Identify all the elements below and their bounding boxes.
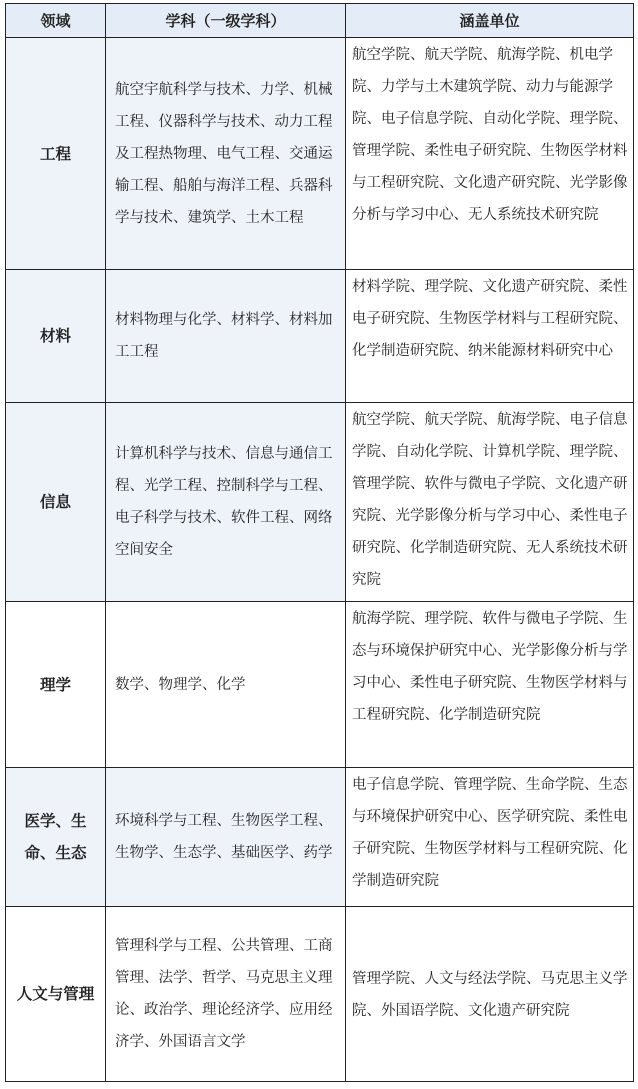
disciplines-cell: 环境科学与工程、生物医学工程、生物学、生态学、基础医学、药学 bbox=[106, 768, 346, 907]
field-cell: 工程 bbox=[6, 38, 106, 270]
disciplines-cell: 管理科学与工程、公共管理、工商管理、法学、哲学、马克思主义理论、政治学、理论经济学、应用经济学、外国语言文学 bbox=[106, 907, 346, 1082]
disciplines-cell: 航空宇航科学与技术、力学、机械工程、仪器科学与技术、动力工程及工程热物理、电气工程、交通运输工程、船舶与海洋工程、兵器科学与技术、建筑学、土木工程 bbox=[106, 38, 346, 270]
units-cell: 航空学院、航天学院、航海学院、机电学院、力学与土木建筑学院、动力与能源学院、电子信息学院、自动化学院、理学院、管理学院、柔性电子研究院、生物医学材料与工程研究院、文化遗产研究院、光学影像分析与学习中心、无人系统技术研究院 bbox=[346, 38, 634, 270]
field-cell: 材料 bbox=[6, 270, 106, 403]
disciplines-cell: 材料物理与化学、材料学、材料加工工程 bbox=[106, 270, 346, 403]
table-row bbox=[6, 270, 634, 403]
table-row bbox=[6, 38, 634, 270]
discipline-table bbox=[5, 3, 634, 1082]
table-row bbox=[6, 907, 634, 1082]
field-cell: 理学 bbox=[6, 602, 106, 768]
units-cell: 电子信息学院、管理学院、生命学院、生态与环境保护研究中心、医学研究院、柔性电子研究院、生物医学材料与工程研究院、化学制造研究院 bbox=[346, 768, 634, 907]
units-cell: 航空学院、航天学院、航海学院、电子信息学院、自动化学院、计算机学院、理学院、管理学院、软件与微电子学院、文化遗产研究院、光学影像分析与学习中心、柔性电子研究院、化学制造研究院、无人系统技术研究院 bbox=[346, 403, 634, 602]
header-disciplines: 学科（一级学科） bbox=[106, 4, 346, 38]
table-row bbox=[6, 602, 634, 768]
units-cell: 材料学院、理学院、文化遗产研究院、柔性电子研究院、生物医学材料与工程研究院、化学制造研究院、纳米能源材料研究中心 bbox=[346, 270, 634, 403]
table-row bbox=[6, 768, 634, 907]
header-units: 涵盖单位 bbox=[346, 4, 634, 38]
units-cell: 航海学院、理学院、软件与微电子学院、生态与环境保护研究中心、光学影像分析与学习中心、柔性电子研究院、生物医学材料与工程研究院、化学制造研究院 bbox=[346, 602, 634, 768]
table-row bbox=[6, 403, 634, 602]
field-cell: 医学、生命、生态 bbox=[6, 768, 106, 907]
disciplines-cell: 数学、物理学、化学 bbox=[106, 602, 346, 768]
field-cell: 人文与管理 bbox=[6, 907, 106, 1082]
header-field: 领域 bbox=[6, 4, 106, 38]
header-row bbox=[6, 4, 634, 38]
disciplines-cell: 计算机科学与技术、信息与通信工程、光学工程、控制科学与工程、电子科学与技术、软件工程、网络空间安全 bbox=[106, 403, 346, 602]
field-cell: 信息 bbox=[6, 403, 106, 602]
units-cell: 管理学院、人文与经法学院、马克思主义学院、外国语学院、文化遗产研究院 bbox=[346, 907, 634, 1082]
